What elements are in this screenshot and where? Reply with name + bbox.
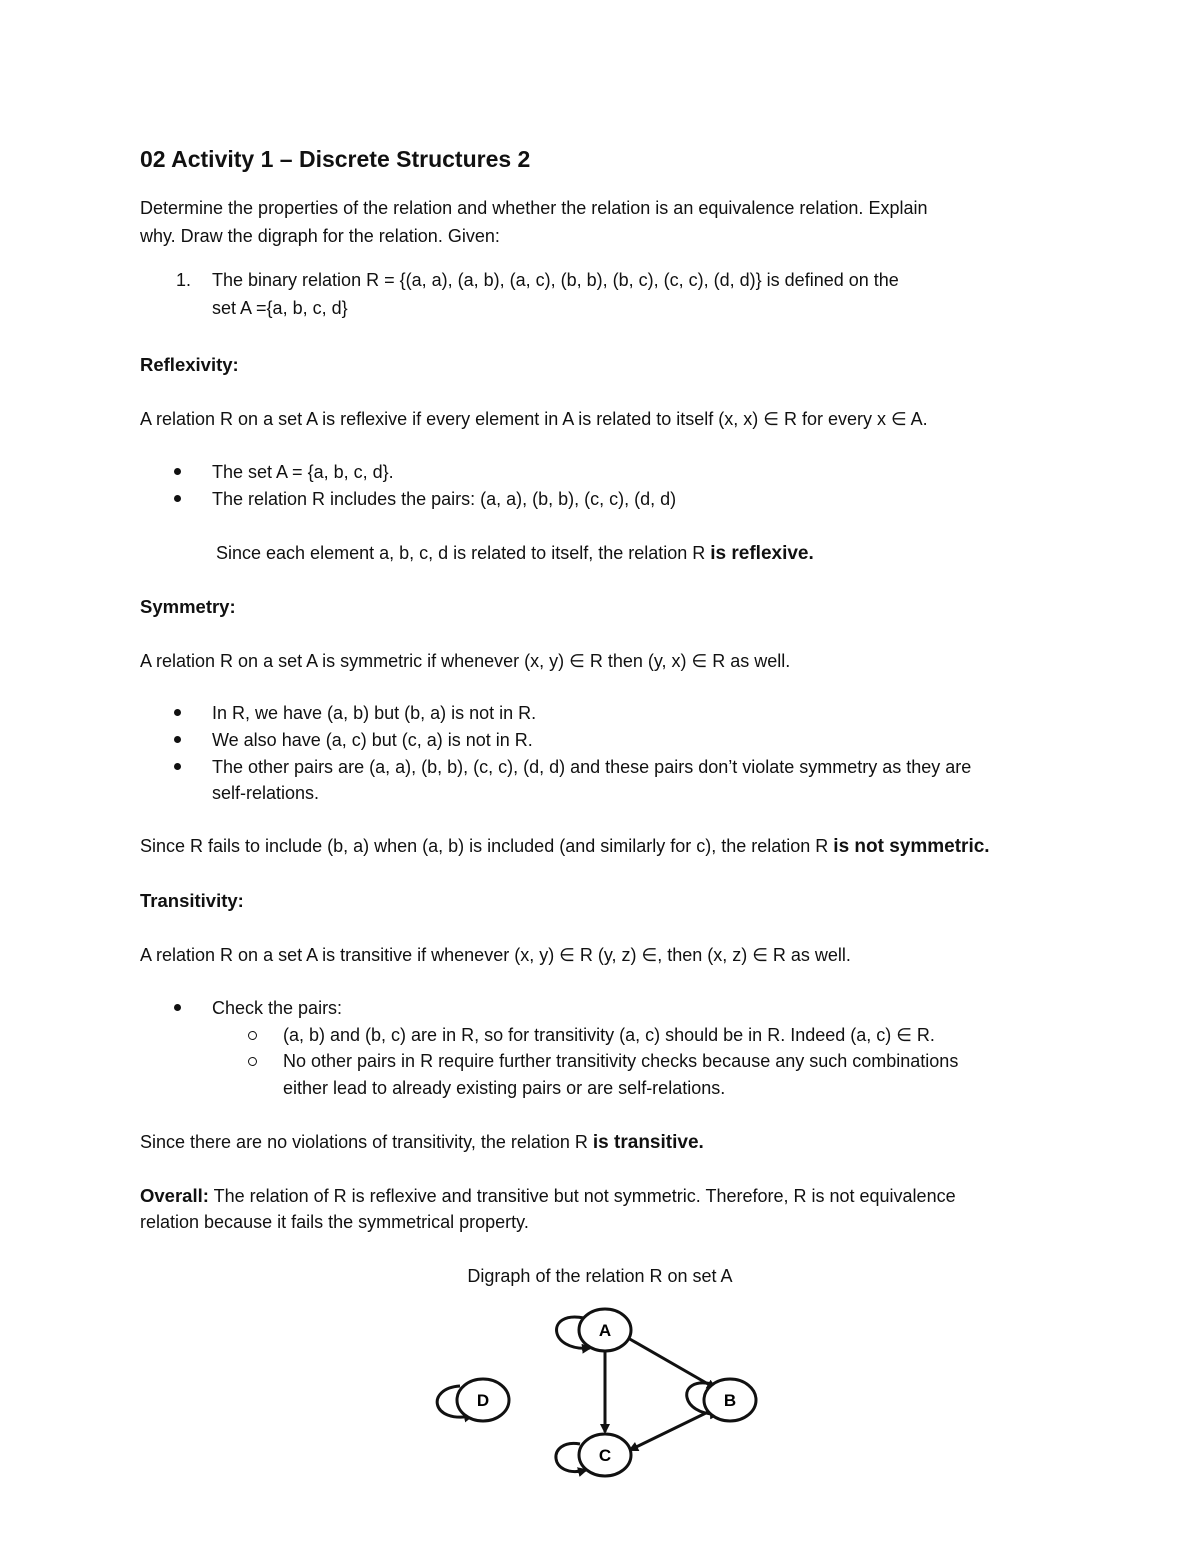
reflexivity-heading: Reflexivity: xyxy=(140,354,239,375)
overall-text: The relation of R is reflexive and transitive but not symmetric. Therefore, R is not equivalence xyxy=(208,1186,956,1206)
reflexivity-conclusion-bold: is reflexive xyxy=(710,543,809,564)
transitivity-sub-bullet-2-line-1: No other pairs in R require further transitivity checks because any such combinations xyxy=(283,1051,959,1071)
overall-label: Overall: xyxy=(140,1185,209,1206)
problem-line-2: set A ={a, b, c, d} xyxy=(212,298,348,318)
transitivity-bullet: Check the pairs: xyxy=(212,998,343,1018)
symmetry-heading: Symmetry: xyxy=(140,596,236,617)
symmetry-definition: A relation R on a set A is symmetric if whenever (x, y) ∈ R then (y, x) ∈ R as well. xyxy=(140,651,791,671)
symmetry-conclusion-text: Since R fails to include (b, a) when (a, b) is included (and similarly for c), the relation R xyxy=(140,836,834,856)
reflexivity-conclusion-text: Since each element a, b, c, d is related to itself, the relation R xyxy=(216,543,711,563)
transitivity-sub-bullet-2-line-2: either lead to already existing pairs or are self-relations. xyxy=(283,1078,726,1098)
symmetry-bullet-1: In R, we have (a, b) but (b, a) is not in R. xyxy=(212,703,537,723)
edge-b-to-c xyxy=(630,1412,708,1450)
overall-line-2: relation because it fails the symmetrical property. xyxy=(140,1212,529,1232)
edge-a-to-b xyxy=(628,1338,715,1388)
node-d-label: D xyxy=(476,1391,490,1410)
page-title: 02 Activity 1 – Discrete Structures 2 xyxy=(140,146,531,172)
problem-line-1: The binary relation R = {(a, a), (a, b), (a, c), (b, b), (b, c), (c, c), (d, d)} is defined on the xyxy=(212,270,899,290)
reflexivity-bullet-2: The relation R includes the pairs: (a, a), (b, b), (c, c), (d, d) xyxy=(212,489,677,509)
node-c-label: C xyxy=(598,1446,612,1465)
problem-number: 1. xyxy=(176,270,192,290)
symmetry-bullet-3-line-2: self-relations. xyxy=(212,783,320,803)
reflexivity-conclusion-period: . xyxy=(808,543,814,564)
node-b-label: B xyxy=(723,1391,737,1410)
symmetry-conclusion-period: . xyxy=(984,836,990,857)
transitivity-conclusion-text: Since there are no violations of transitivity, the relation R xyxy=(140,1132,593,1152)
reflexivity-bullet-1: The set A = {a, b, c, d}. xyxy=(212,462,394,482)
instructions-line-2: why. Draw the digraph for the relation. Given: xyxy=(140,226,500,246)
transitivity-definition: A relation R on a set A is transitive if whenever (x, y) ∈ R (y, z) ∈, then (x, z) ∈ R as well. xyxy=(140,945,851,965)
symmetry-conclusion-bold: is not symmetric xyxy=(833,836,985,857)
transitivity-sub-bullet-1: (a, b) and (b, c) are in R, so for transitivity (a, c) should be in R. Indeed (a, c) ∈ R. xyxy=(283,1025,935,1045)
reflexivity-definition: A relation R on a set A is reflexive if every element in A is related to itself (x, x) ∈ R for every x ∈ A. xyxy=(140,409,928,429)
transitivity-conclusion-period: . xyxy=(698,1132,704,1153)
transitivity-heading: Transitivity: xyxy=(140,890,244,911)
digraph-caption: Digraph of the relation R on set A xyxy=(467,1266,733,1286)
instructions-line-1: Determine the properties of the relation and whether the relation is an equivalence relation. Explain xyxy=(140,198,928,218)
symmetry-bullet-3-line-1: The other pairs are (a, a), (b, b), (c, c), (d, d) and these pairs don’t violate symmetry as they are xyxy=(212,757,972,777)
node-a-label: A xyxy=(598,1321,612,1340)
symmetry-bullet-2: We also have (a, c) but (c, a) is not in R. xyxy=(212,730,533,750)
transitivity-conclusion-bold: is transitive xyxy=(592,1132,699,1153)
